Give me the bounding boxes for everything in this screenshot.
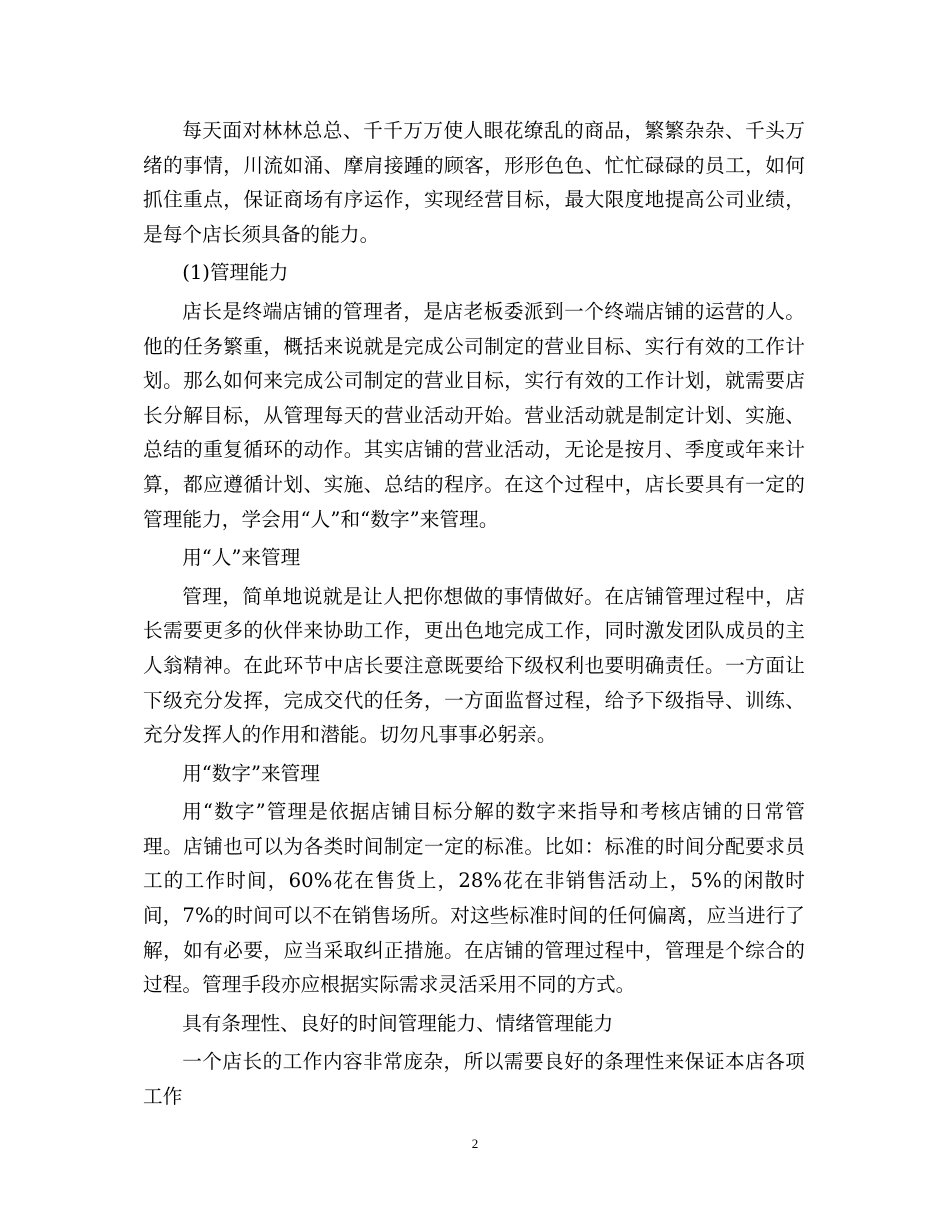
heading-organization-time-emotion: 具有条理性、良好的时间管理能力、情绪管理能力 — [182, 1011, 614, 1035]
document-body — [143, 114, 805, 1119]
page-number: 2 — [471, 1136, 479, 1151]
paragraph-manage-by-numbers: 用“数字”管理是依据店铺目标分解的数字来指导和考核店铺的日常管理。店铺也可以为各类时间制定一定的标准。比如：标准的时间分配要求员工的工作时间，60%花在售货上，28%花在非销售活动上，5%的闲散时间，7%的时间可以不在销售场所。对这些标准时间的任何偏离，应当进行了解，如有必要，应当采取纠正措施。在店铺的管理过程中，管理是个综合的过程。管理手段亦应根据实际需求灵活采用不同的方式。 — [143, 800, 805, 997]
paragraph-manage-by-people: 管理，简单地说就是让人把你想做的事情做好。在店铺管理过程中，店长需要更多的伙伴来协助工作，更出色地完成工作，同时激发团队成员的主人翁精神。在此环节中店长要注意既要给下级权利也要明确责任。一方面让下级充分发挥，完成交代的任务，一方面监督过程，给予下级指导、训练、充分发挥人的作用和潜能。切勿凡事事必躬亲。 — [143, 584, 805, 747]
paragraph-management-ability: 店长是终端店铺的管理者，是店老板委派到一个终端店铺的运营的人。他的任务繁重，概括来说就是完成公司制定的营业目标、实行有效的工作计划。那么如何来完成公司制定的营业目标，实行有效的工作计划，就需要店长分解目标，从管理每天的营业活动开始。营业活动就是制定计划、实施、总结的重复循环的动作。其实店铺的营业活动，无论是按月、季度或年来计算，都应遵循计划、实施、总结的程序。在这个过程中，店长要具有一定的管理能力，学会用“人”和“数字”来管理。 — [143, 299, 805, 531]
heading-manage-by-people: 用“人”来管理 — [182, 546, 301, 570]
paragraph-intro: 每天面对林林总总、千千万万使人眼花缭乱的商品，繁繁杂杂、千头万绪的事情，川流如涌、摩肩接踵的顾客，形形色色、忙忙碌碌的员工，如何抓住重点，保证商场有序运作，实现经营目标，最大限度地提高公司业绩，是每个店长须具备的能力。 — [143, 119, 805, 246]
heading-management-ability: (1)管理能力 — [182, 261, 289, 285]
heading-manage-by-numbers: 用“数字”来管理 — [182, 761, 320, 785]
paragraph-organization: 一个店长的工作内容非常庞杂，所以需要良好的条理性来保证本店各项工作 — [143, 1050, 805, 1109]
